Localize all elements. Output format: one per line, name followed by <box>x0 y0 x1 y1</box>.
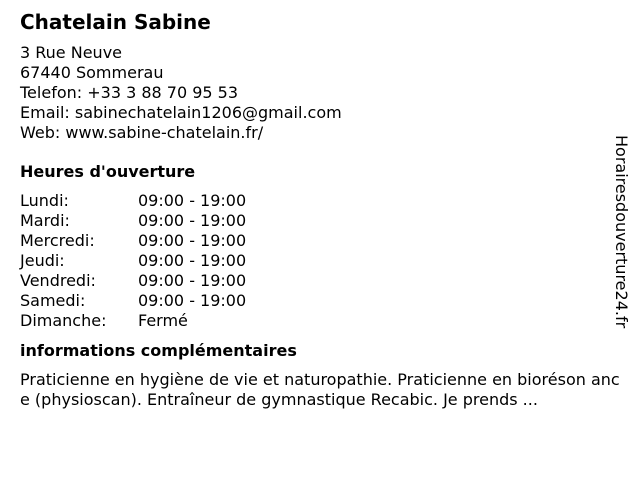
hours-row <box>20 191 630 211</box>
additional-info-heading: informations complémentaires <box>20 341 297 360</box>
website-link[interactable]: Web: www.sabine-chatelain.fr/ <box>20 123 264 142</box>
hours-time: 09:00 - 19:00 <box>138 191 247 210</box>
phone-number[interactable]: Telefon: +33 3 88 70 95 53 <box>20 83 239 102</box>
hours-row <box>20 311 630 331</box>
opening-hours-heading: Heures d'ouverture <box>20 162 196 181</box>
hours-day: Mercredi: <box>20 231 95 250</box>
hours-time: 09:00 - 19:00 <box>138 291 247 310</box>
opening-hours-table <box>20 191 630 331</box>
hours-time: 09:00 - 19:00 <box>138 271 247 290</box>
hours-row <box>20 231 630 251</box>
business-listing <box>20 10 630 410</box>
hours-day: Lundi: <box>20 191 69 210</box>
address-city: 67440 Sommerau <box>20 63 164 82</box>
hours-time: 09:00 - 19:00 <box>138 231 247 250</box>
hours-day: Dimanche: <box>20 311 107 330</box>
hours-row <box>20 211 630 231</box>
hours-time: 09:00 - 19:00 <box>138 251 247 270</box>
hours-row <box>20 271 630 291</box>
additional-info-text: Praticienne en hygiène de vie et naturopathie. Praticienne en bioréson ance (physioscan). Entraîneur de gymnastique Recabic. Je prends ... <box>20 370 620 409</box>
hours-row <box>20 251 630 271</box>
hours-day: Jeudi: <box>20 251 65 270</box>
hours-day: Samedi: <box>20 291 86 310</box>
hours-day: Mardi: <box>20 211 70 230</box>
hours-row <box>20 291 630 311</box>
business-name: Chatelain Sabine <box>20 10 211 34</box>
address-street: 3 Rue Neuve <box>20 43 122 62</box>
email-address[interactable]: Email: sabinechatelain1206@gmail.com <box>20 103 342 122</box>
hours-day: Vendredi: <box>20 271 96 290</box>
site-watermark: Horairesdouverture24.fr <box>612 135 631 329</box>
hours-time: 09:00 - 19:00 <box>138 211 247 230</box>
hours-time: Fermé <box>138 311 188 330</box>
